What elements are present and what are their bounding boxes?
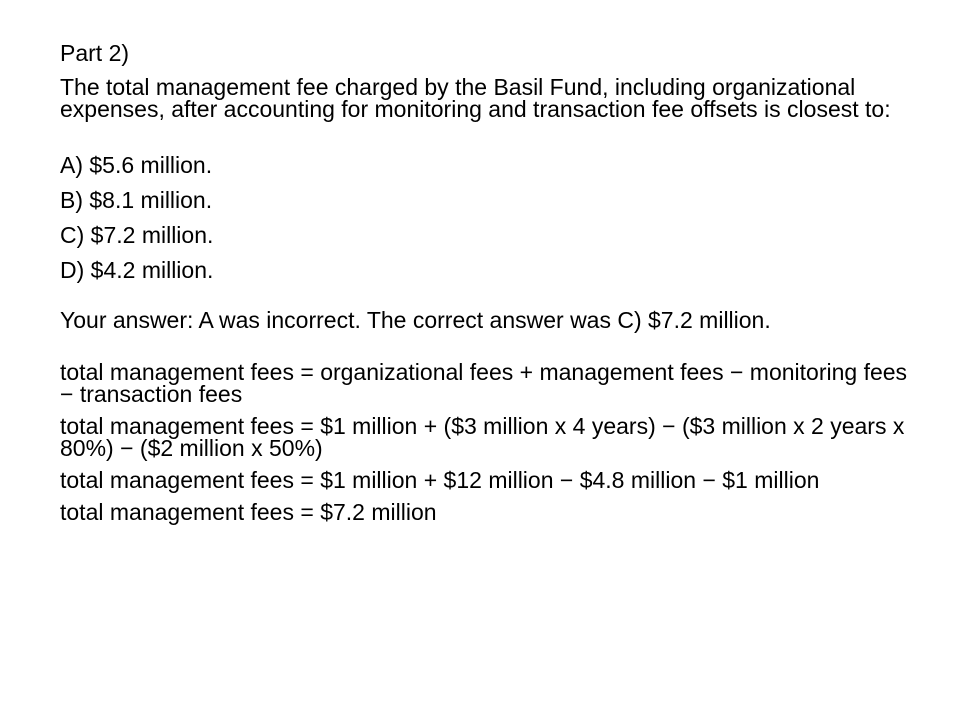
explanation-line-2: total management fees = $1 million + ($3 million x 4 years) − ($3 million x 2 years x 80%) − ($2 million x 50%) bbox=[60, 413, 905, 461]
answer-options bbox=[60, 152, 920, 283]
part-label: Part 2) bbox=[60, 40, 130, 66]
explanation-line-4: total management fees = $7.2 million bbox=[60, 499, 437, 525]
option-c: C) $7.2 million. bbox=[60, 222, 214, 248]
option-b: B) $8.1 million. bbox=[60, 187, 213, 213]
slide-content bbox=[60, 40, 920, 533]
explanation-line-3: total management fees = $1 million + $12 million − $4.8 million − $1 million bbox=[60, 467, 820, 493]
option-a: A) $5.6 million. bbox=[60, 152, 213, 178]
answer-feedback: Your answer: A was incorrect. The correct answer was C) $7.2 million. bbox=[60, 307, 771, 333]
option-d: D) $4.2 million. bbox=[60, 257, 214, 283]
question-text: The total management fee charged by the Basil Fund, including organizational expenses, after accounting for monitoring and transaction fee offsets is closest to: bbox=[60, 74, 891, 122]
explanation bbox=[60, 361, 920, 523]
explanation-line-1: total management fees = organizational fees + management fees − monitoring fees − transaction fees bbox=[60, 359, 908, 407]
